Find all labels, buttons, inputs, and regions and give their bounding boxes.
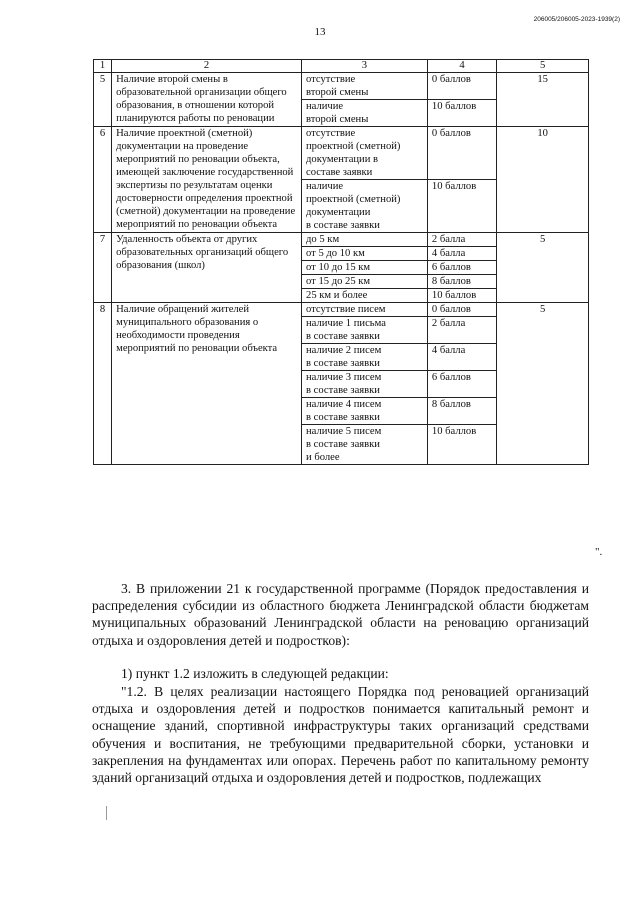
weight-cell: 5 [497,303,589,465]
weight-cell: 10 [497,127,589,233]
column-header: 1 [94,60,112,73]
criterion-description: Наличие обращений жителей муниципального образования о необходимости проведения мероприятий по реновации объекта [112,303,302,465]
condition-cell: от 15 до 25 км [302,275,428,289]
condition-cell: до 5 км [302,233,428,247]
condition-cell: наличие проектной (сметной) документации в составе заявки [302,180,428,233]
condition-cell: наличие 4 писем в составе заявки [302,398,428,425]
points-cell: 4 балла [427,247,496,261]
closing-quote: ". [595,546,603,558]
condition-cell: наличие 2 писем в составе заявки [302,344,428,371]
condition-cell: 25 км и более [302,289,428,303]
points-cell: 0 баллов [427,73,496,100]
condition-cell: от 10 до 15 км [302,261,428,275]
page-number: 13 [314,26,326,38]
paragraph-item-3: 3. В приложении 21 к государственной программе (Порядок предоставления и распределения субсидии из областного бюджета Ленинградской области бюджетам муниципальных образований Ленинградской области на реновацию организаций отдыха и оздоровления детей и подростков): [92,581,589,648]
margin-mark [106,806,107,820]
table-row [94,233,589,247]
points-cell: 0 баллов [427,303,496,317]
points-cell: 4 балла [427,344,496,371]
weight-cell: 15 [497,73,589,127]
condition-cell: наличие 3 писем в составе заявки [302,371,428,398]
condition-cell: от 5 до 10 км [302,247,428,261]
criterion-number: 6 [94,127,112,233]
column-header: 3 [302,60,428,73]
column-header: 4 [427,60,496,73]
points-cell: 10 баллов [427,289,496,303]
column-header: 2 [112,60,302,73]
condition-cell: наличие 1 письма в составе заявки [302,317,428,344]
condition-cell: наличие 5 писем в составе заявки и более [302,425,428,465]
points-cell: 8 баллов [427,275,496,289]
points-cell: 10 баллов [427,425,496,465]
criterion-number: 8 [94,303,112,465]
table-row [94,73,589,100]
points-cell: 0 баллов [427,127,496,180]
criterion-number: 5 [94,73,112,127]
weight-cell: 5 [497,233,589,303]
table-header-row [94,60,589,73]
points-cell: 2 балла [427,317,496,344]
points-cell: 2 балла [427,233,496,247]
table-row [94,303,589,317]
criterion-description: Наличие проектной (сметной) документации на проведение мероприятий по реновации объекта, имеющей заключение государственной экспертизы по результатам оценки достоверности определения проектной (сметной) документации на проведение мероприятий по реновации объекта [112,127,302,233]
condition-cell: наличие второй смены [302,100,428,127]
paragraph-subitem-1: 1) пункт 1.2 изложить в следующей редакции: [121,666,389,681]
document-id: 206005/206005-2023-1939(2) [533,16,620,23]
points-cell: 6 баллов [427,261,496,275]
criterion-description: Удаленность объекта от других образовательных организаций общего образования (школ) [112,233,302,303]
points-cell: 10 баллов [427,100,496,127]
criterion-number: 7 [94,233,112,303]
points-cell: 10 баллов [427,180,496,233]
column-header: 5 [497,60,589,73]
paragraph-clause-1-2: "1.2. В целях реализации настоящего Порядка под реновацией организаций отдыха и оздоровления детей и подростков понимается капитальный ремонт и оснащение зданий, спортивной инфраструктуры таких организаций средствами обучения и воспитания, не требующими предварительной сборки, установки и закрепления на фундаментах или опорах. Перечень работ по капитальному ремонту зданий организаций отдыха и оздоровления детей и подростков, подлежащих [92,684,589,786]
criterion-description: Наличие второй смены в образовательной организации общего образования, в отношении которой планируются работы по реновации [112,73,302,127]
condition-cell: отсутствие писем [302,303,428,317]
points-cell: 6 баллов [427,371,496,398]
table-row [94,127,589,180]
condition-cell: отсутствие проектной (сметной) документации в составе заявки [302,127,428,180]
condition-cell: отсутствие второй смены [302,73,428,100]
points-cell: 8 баллов [427,398,496,425]
scoring-table [93,59,589,465]
